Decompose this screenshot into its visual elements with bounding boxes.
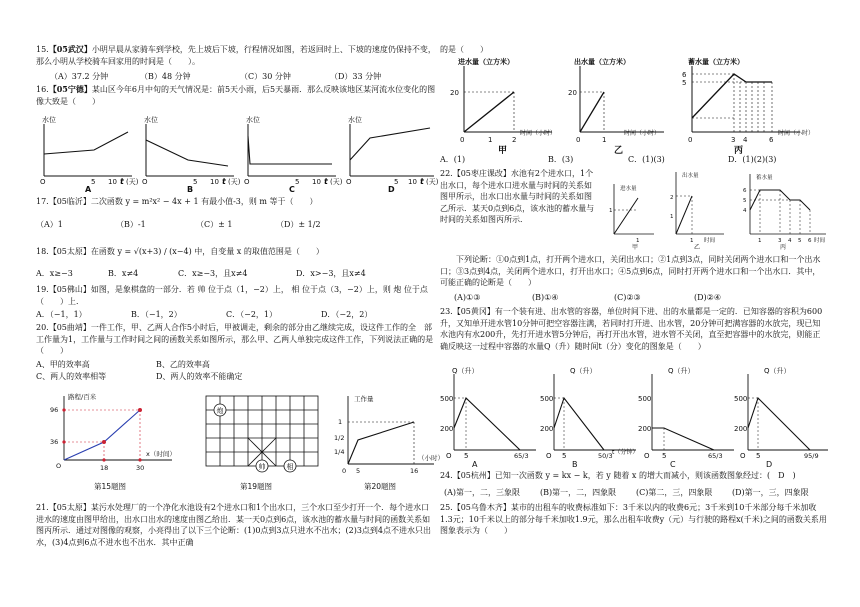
option-a: （A）1 xyxy=(36,220,63,229)
q24-options xyxy=(444,487,828,499)
tick-3: 3 xyxy=(731,136,736,144)
tick-10: 10 xyxy=(312,178,321,186)
tick-10: 10 xyxy=(108,178,117,186)
origin-label: O xyxy=(740,452,746,460)
y-axis-label: 水位 xyxy=(348,116,362,124)
y-axis-label: 水位 xyxy=(144,116,158,124)
q21-graphs xyxy=(440,56,830,154)
y-axis-label: 水位 xyxy=(246,116,260,124)
question-18: 18.【05太原】在函数 y = √(x+3) / (x−4) 中，自变量 x 的取值范围是（ ） xyxy=(36,247,324,256)
option-b: （B）-1 xyxy=(116,220,146,229)
y-axis-label: 路程/百米 xyxy=(68,393,97,401)
tick-200: 200 xyxy=(440,425,454,433)
tick-5: 5 xyxy=(394,178,399,186)
x-unit: (天) xyxy=(126,178,139,186)
q15-options xyxy=(50,71,430,83)
tick-1-x: 1 xyxy=(636,238,640,244)
x-axis-label: 时间 xyxy=(704,238,716,244)
option-c: (C)②③ xyxy=(614,293,641,302)
tick-500: 500 xyxy=(734,395,748,403)
x-axis-label: 时间（小时） xyxy=(778,130,815,137)
graph-label: C xyxy=(670,460,676,469)
tick-4: 4 xyxy=(743,136,748,144)
graph-c xyxy=(638,366,734,469)
question-21: 21.【05太原】某污水处理厂的一个净化水池设有2个进水口和1个出水口，三个水口至少打开一个．每个进水口进水的速度由图甲给出，出水口出水的速度由图乙给出．某一天0点到6点，该水池的蓄水量与时间的函数关系如图丙所示．通过对图像的观察，小亮得出了以下三个论断：(1)0点到3点只进水不出水；(2)3点到4点不进水只出水，(3)4点到6点不进水也不出水．其中正确 xyxy=(36,503,432,547)
option-c: （C）30 分钟 xyxy=(240,72,291,81)
y-axis-label: Q（升） xyxy=(668,367,695,375)
graph-label: 甲 xyxy=(632,244,639,251)
option-d: （D）33 分钟 xyxy=(330,72,382,81)
tick-5: 5 xyxy=(91,178,96,186)
tick-2: 2 xyxy=(512,136,517,144)
graph-label: 丙 xyxy=(780,244,787,251)
graph-d xyxy=(346,115,439,194)
graph-jia xyxy=(450,57,556,156)
end-tick: 50/3 xyxy=(598,452,613,460)
question-number: 16. xyxy=(36,85,49,94)
q18-options xyxy=(36,268,416,280)
tick-18: 18 xyxy=(100,464,109,472)
x-axis-label: 时间（小时） xyxy=(624,130,661,137)
tick-6: 6 xyxy=(682,71,687,79)
question-text: 小明早晨从家骑车到学校，先上坡后下坡，行程情况如图，若返回时上、下坡的速度仍保持不变，那么小明从学校骑车回家用的时间是（ ）。 xyxy=(36,45,436,66)
x-axis-label: t xyxy=(324,177,328,186)
figure-15 xyxy=(50,392,176,491)
graph-yi xyxy=(670,171,724,251)
q16-graphs xyxy=(36,110,439,194)
question-23: 23.【05黄冈】有一个装有进、出水管的容器，单位时间下进、出的水量都是一定的．已知容器的容积为600升，又知单开进水管10分钟可把空容器注满，若同时打开进、出水管，20分钟可把满容器的水放完，现已知水池内有水200升，先打开进水管5分钟后，再打开出水管，进水管不关闭，直至把容器中的水放完，则能正确反映这一过程中容器的水量Q（升）随时间t（分）变化的图象是（ ） xyxy=(440,307,823,351)
graph-label: D xyxy=(766,460,773,469)
q19-options xyxy=(36,309,416,321)
question-20: 20.【05曲靖】一件工作，甲、乙两人合作5小时后，甲被调走，剩余的部分由乙继续完成，设这件工作的全 部工作量为1，工作量与工作时间之间的函数关系如图所示，那么甲、乙两人单独完成这件工作，下列说法正确的是（ ） xyxy=(36,323,434,356)
tick-500: 500 xyxy=(638,395,652,403)
graph-bing xyxy=(743,173,826,251)
tick-quarter: 1/4 xyxy=(334,448,345,456)
q22-options xyxy=(454,292,824,304)
option-b: B．x≠4 xyxy=(108,269,139,278)
option-a: A．(1) xyxy=(440,155,466,164)
origin-label: 0 xyxy=(460,136,465,144)
option-d: (D)第一，三，四象限 xyxy=(732,488,809,497)
tick-5: 5 xyxy=(682,79,687,87)
end-tick: 65/3 xyxy=(514,452,529,460)
tick-1-x: 1 xyxy=(690,238,694,244)
tick-30: 30 xyxy=(136,464,145,472)
graph-line xyxy=(748,398,810,450)
y-axis-label: 进水量 xyxy=(620,186,637,192)
q21-options xyxy=(440,154,830,166)
tick-4-x: 4 xyxy=(788,238,792,244)
graph-line xyxy=(464,92,514,132)
graph-label: D xyxy=(388,185,395,194)
graph-line xyxy=(692,74,772,118)
tick-3-x: 3 xyxy=(778,238,782,244)
graph-line xyxy=(454,398,520,450)
question-25: 25.【05乌鲁木齐】某市的出租车的收费标准如下：3千米以内的收费6元；3千米到10千米部分每千米加收1.3元；10千米以上的部分每千米加收1.9元，那么出租车收费y（元）与行驶的路程x(千米)之间的函数关系用图象表示为（ ） xyxy=(440,503,827,536)
graph-a xyxy=(40,115,139,194)
tick-36: 36 xyxy=(50,438,59,446)
q22-graphs xyxy=(606,168,828,250)
origin-label: O xyxy=(346,178,352,186)
origin-label: 0 xyxy=(342,467,347,475)
tick-200: 200 xyxy=(734,425,748,433)
x-axis-label: t xyxy=(420,177,424,186)
tick-5: 5 xyxy=(562,452,567,460)
x-unit: (天) xyxy=(426,178,439,186)
graph-label: A xyxy=(472,460,478,469)
tick-20: 20 xyxy=(568,89,577,97)
graph-d xyxy=(734,366,828,469)
y-axis-label: 进水量（立方米） xyxy=(458,58,514,66)
option-a: （A）37.2 分钟 xyxy=(50,72,109,81)
graph-yi xyxy=(568,57,664,156)
x-axis-label: t（分钟） xyxy=(612,449,639,456)
y-axis-label: 水位 xyxy=(42,116,56,124)
tick-500: 500 xyxy=(540,395,554,403)
question-22-statements: 下列论断：①0点到1点，打开两个进水口，关闭出水口；②1点到3点，同时关闭两个进水口和一个出水口；③3点到4点，关闭两个进水口，打开出水口；④5点到6点，同时打开两个进水口和一个出水口．其中，可能正确的论断是（ ） xyxy=(440,255,821,288)
option-a: (A)第一，二，三象限 xyxy=(444,488,521,497)
tick-dot-96 xyxy=(62,408,65,411)
option-d: （D）± 1/2 xyxy=(276,220,321,229)
y-axis-label: Q（升） xyxy=(764,367,791,375)
origin-label: 0 xyxy=(576,136,581,144)
q23-graphs xyxy=(440,364,830,470)
option-b: （B）48 分钟 xyxy=(140,72,191,81)
y-axis-label: 出水量 xyxy=(682,173,699,179)
y-axis-label: 蓄水量 xyxy=(756,175,773,181)
end-tick: 65/3 xyxy=(708,452,723,460)
graph-line xyxy=(248,136,332,164)
figure-caption: 第20题图 xyxy=(364,482,397,491)
x-axis-label: 时间 xyxy=(814,238,826,244)
tick-dot-30 xyxy=(138,458,141,461)
option-d: D．x>−3，且x≠4 xyxy=(296,269,366,278)
question-21-continued: 的是（ ） xyxy=(440,45,488,54)
tick-1: 1 xyxy=(609,208,613,214)
origin-label: O xyxy=(644,452,650,460)
point-18-36 xyxy=(102,440,106,444)
graph-label: 甲 xyxy=(498,146,508,156)
path-line xyxy=(64,410,140,460)
tick-1: 1 xyxy=(488,136,493,144)
option-a: A、甲的效率高 xyxy=(36,360,90,369)
figure-19 xyxy=(206,396,318,491)
graph-line xyxy=(614,198,638,234)
option-d: D、两人的效率不能确定 xyxy=(156,371,243,381)
option-b: B．(3) xyxy=(548,155,574,164)
tick-1-x: 1 xyxy=(758,238,762,244)
option-c: （C）± 1 xyxy=(196,220,233,229)
graph-label: A xyxy=(85,185,92,194)
origin-label: O xyxy=(546,452,552,460)
tick-half: 1/2 xyxy=(334,434,345,442)
piece-shuai-label: 帅 xyxy=(258,463,266,471)
option-c: C．(1)(3) xyxy=(628,155,665,164)
tick-5: 5 xyxy=(743,198,747,204)
tick-6-x: 6 xyxy=(808,238,812,244)
figure-20 xyxy=(334,394,444,491)
question-source: 【05武汉】 xyxy=(48,44,92,54)
question-15 xyxy=(36,44,436,67)
question-22: 22.【05枣庄课改】水池有2个进水口，1个出水口，每个进水口进水量与时间的关系如图甲所示，出水口出水量与时间的关系如图乙所示．某天0点到6点，该水池的蓄水量与时间的关系如图丙所示． xyxy=(440,169,595,225)
figure-caption: 第15题图 xyxy=(94,482,127,491)
graph-line xyxy=(146,140,228,166)
question-number: 15. xyxy=(36,45,49,54)
graph-line xyxy=(554,398,604,450)
tick-2: 2 xyxy=(670,195,674,201)
tick-200: 200 xyxy=(540,425,554,433)
x-axis-label: t xyxy=(222,177,226,186)
graph-line xyxy=(350,128,430,160)
y-axis-label: 蓄水量（立方米） xyxy=(688,58,744,66)
graph-a xyxy=(440,366,536,469)
option-b: B、乙的效率高 xyxy=(156,360,210,369)
x-unit: (天) xyxy=(330,178,343,186)
option-a: A．（−1，1） xyxy=(36,310,87,319)
question-19: 19.【05佛山】如图，是象棋盘的一部分．若 帅 位于点（1，−2）上， 相 位于点（3，−2）上，则 炮 位于点（ ）上． xyxy=(36,285,428,306)
graph-line xyxy=(676,196,692,234)
y-axis-label: 出水量（立方米） xyxy=(574,58,630,66)
option-c: C．x≥−3，且x≠4 xyxy=(178,269,248,278)
tick-1: 1 xyxy=(602,136,607,144)
question-text: 某山区今年6月中旬的天气情况是：前5天小雨，后5天暴雨．那么反映该地区某河流水位变化的图像大致是（ ） xyxy=(36,85,436,106)
option-d: (D)②④ xyxy=(694,293,721,302)
tick-dot-18 xyxy=(102,458,105,461)
option-a: (A)①③ xyxy=(454,293,481,302)
tick-6-x: 6 xyxy=(769,136,774,144)
origin-label: 0 xyxy=(688,136,693,144)
figures-15-19-20 xyxy=(36,392,444,494)
graph-label: B xyxy=(572,460,578,469)
tick-5: 5 xyxy=(756,452,761,460)
option-d: D．（−2，2） xyxy=(321,310,373,319)
graph-c xyxy=(244,115,343,194)
option-c: C、两人的效率相等 xyxy=(36,371,107,381)
tick-1: 1 xyxy=(670,214,674,220)
question-17: 17.【05临沂】二次函数 y = m²x² − 4x + 1 有最小值-3，则 m 等于（ ） xyxy=(36,197,318,206)
graph-label: B xyxy=(187,185,194,194)
tick-1: 1 xyxy=(338,418,343,426)
tick-10: 10 xyxy=(408,178,417,186)
x-axis-label: （小时） xyxy=(418,454,444,462)
tick-500: 500 xyxy=(440,395,454,403)
tick-20: 20 xyxy=(450,89,459,97)
question-source: 【05宁德】 xyxy=(48,84,92,94)
question-24: 24.【05杭州】已知一次函数 y = kx − k，若 y 随着 x 的增大而减小，则该函数图象经过：( D ) xyxy=(440,471,796,480)
origin-label: O xyxy=(446,452,452,460)
piece-pao-label: 炮 xyxy=(216,407,224,415)
tick-16: 16 xyxy=(410,467,419,475)
tick-5: 5 xyxy=(295,178,300,186)
tick-5: 5 xyxy=(193,178,198,186)
origin-label: O xyxy=(244,178,250,186)
tick-dot-36 xyxy=(62,440,65,443)
tick-5: 5 xyxy=(356,467,361,475)
tick-6: 6 xyxy=(743,188,747,194)
origin-label: O xyxy=(40,178,46,186)
work-line xyxy=(348,422,414,464)
graph-jia xyxy=(609,184,654,251)
graph-bing xyxy=(682,57,814,156)
tick-5-x: 5 xyxy=(798,238,802,244)
y-axis-label: Q（升） xyxy=(452,367,479,375)
x-axis-label: t xyxy=(120,177,124,186)
graph-label: C xyxy=(289,185,295,194)
x-axis-label: 时间（小时） xyxy=(520,130,557,137)
point-30-96 xyxy=(138,408,142,412)
graph-label: 乙 xyxy=(694,244,701,251)
y-axis-label: 工作量 xyxy=(354,395,374,403)
end-tick: 95/9 xyxy=(804,452,819,460)
origin-label: O xyxy=(142,178,148,186)
tick-5: 5 xyxy=(662,452,667,460)
graph-label: 乙 xyxy=(614,146,624,156)
tick-10: 10 xyxy=(210,178,219,186)
graph-b xyxy=(142,115,241,194)
tick-5: 5 xyxy=(464,452,469,460)
option-a: A．x≥−3 xyxy=(36,269,73,278)
graph-line xyxy=(580,92,604,132)
graph-label: 丙 xyxy=(734,146,744,156)
option-b: B．（−1，2） xyxy=(131,310,182,319)
graph-line xyxy=(652,428,714,450)
option-c: C．（−2，1） xyxy=(226,310,278,319)
q17-options xyxy=(36,219,416,231)
x-axis-label: x（时间） xyxy=(146,450,176,458)
figure-caption: 第19题图 xyxy=(240,482,273,491)
option-b: (B)第一，二，四象限 xyxy=(540,488,617,497)
tick-96: 96 xyxy=(50,406,59,414)
option-d: D．(1)(2)(3) xyxy=(728,155,777,164)
graph-b xyxy=(540,366,638,469)
graph-line xyxy=(44,132,128,154)
option-c: (C)第二，三，四象限 xyxy=(636,488,713,497)
origin-label: O xyxy=(56,462,62,470)
q20-options xyxy=(36,359,336,382)
question-16 xyxy=(36,84,436,107)
option-b: (B)①④ xyxy=(532,293,559,302)
piece-xiang-label: 相 xyxy=(286,463,294,471)
x-unit: (天) xyxy=(228,178,241,186)
tick-4: 4 xyxy=(743,208,747,214)
y-axis-label: Q（升） xyxy=(570,367,597,375)
tick-200: 200 xyxy=(638,425,652,433)
